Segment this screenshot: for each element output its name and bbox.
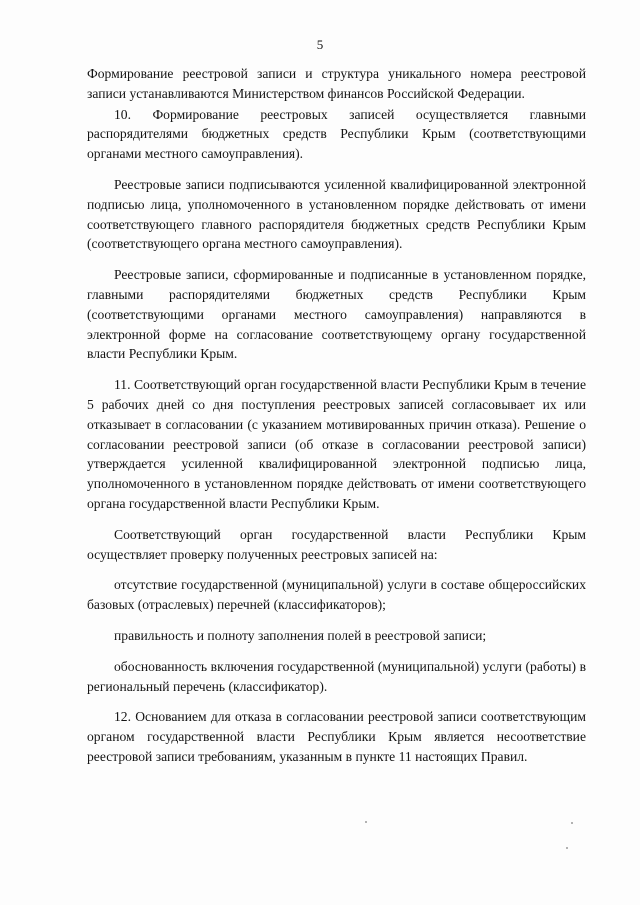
scan-speck [571, 822, 573, 824]
document-body [87, 64, 586, 767]
list-item-completeness-check: правильность и полноту заполнения полей в реестровой записи; [114, 627, 487, 643]
paragraph-item-10: 10. Формирование реестровых записей осуществляется главными распорядителями бюджетных средств Республики Крым (соответствующими органами местного самоуправления). [87, 106, 586, 162]
list-item-justification-check: обоснованность включения государственной (муниципальной) услуги (работы) в региональный перечень (классификатор). [87, 658, 586, 694]
paragraph-registry-structure: Формирование реестровой записи и структура уникального номера реестровой записи устанавливаются Министерством финансов Российской Федерации. [87, 66, 586, 101]
paragraph-item-11: 11. Соответствующий орган государственной власти Республики Крым в течение 5 рабочих дней со дня поступления реестровых записей согласовывает их или отказывает в согласовании (с указанием мотивированных причин отказа). Решение о согласовании реестровой записи (об отказе в согласовании реестровой записи) утверждается усиленной квалифицированной электронной подписью лица, уполномоченного в установленном порядке действовать от имени соответствующего органа государственной власти Республики Крым. [87, 377, 586, 511]
scan-speck [365, 821, 367, 823]
paragraph-signature: Реестровые записи подписываются усиленной квалифицированной электронной подписью лица, уполномоченного в установленном порядке действовать от имени соответствующего главного распорядителя бюджетных средств Республики Крым (соответствующего органа местного самоуправления). [87, 176, 586, 252]
paragraph-verification-intro: Соответствующий орган государственной власти Республики Крым осуществляет проверку полученных реестровых записей на: [87, 526, 586, 562]
paragraph-approval-submission: Реестровые записи, сформированные и подписанные в установленном порядке, главными распорядителями бюджетных средств Республики Крым (соответствующими органами местного самоуправления) направляются в электронной форме на согласование соответствующему органу государственной власти Республики Крым. [87, 267, 586, 362]
paragraph-item-12: 12. Основанием для отказа в согласовании реестровой записи соответствующим органом государственной власти Республики Крым является несоответствие реестровой записи требованиям, указанным в пункте 11 настоящих Правил. [87, 709, 586, 764]
page-number: 5 [316, 37, 324, 52]
list-item-absence-check: отсутствие государственной (муниципальной) услуги в составе общероссийских базовых (отраслевых) перечней (классификаторов); [87, 577, 586, 613]
scan-speck [566, 847, 568, 849]
